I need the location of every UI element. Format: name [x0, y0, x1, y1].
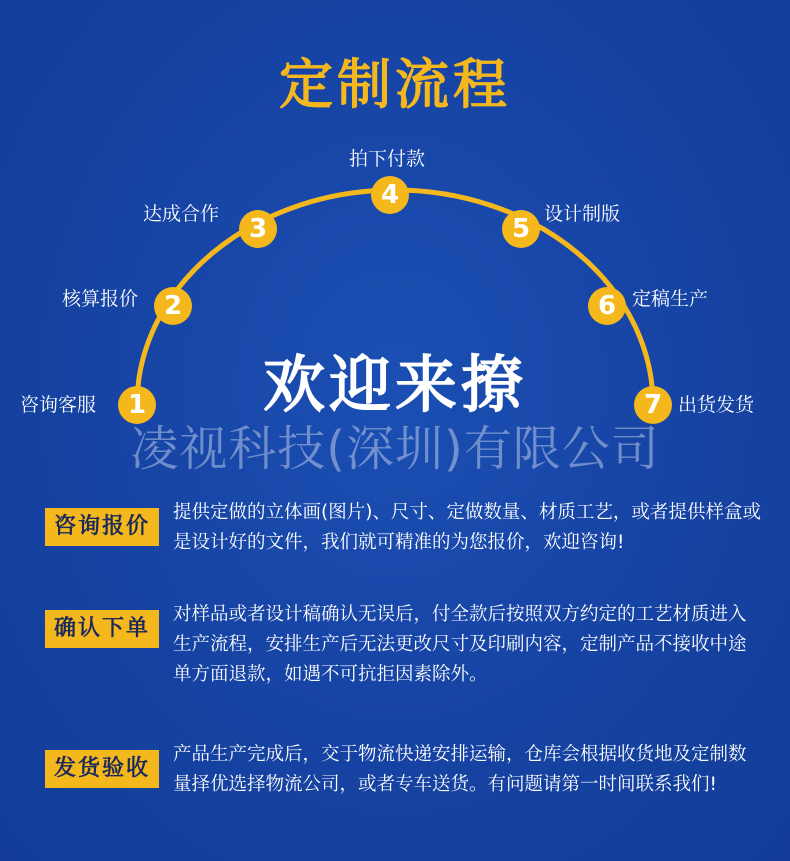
step-2-circle: 2 — [154, 287, 192, 325]
step-5-circle: 5 — [502, 210, 540, 248]
step-6-circle: 6 — [588, 287, 626, 325]
step-3-label: 达成合作 — [143, 203, 220, 225]
step-5-label: 设计制版 — [544, 203, 621, 225]
info-badge-order: 确认下单 — [45, 610, 159, 648]
step-4-label: 拍下付款 — [349, 148, 426, 170]
step-1-circle: 1 — [118, 386, 156, 424]
step-6-label: 定稿生产 — [632, 288, 709, 310]
step-4-circle: 4 — [371, 176, 409, 214]
step-1-label: 咨询客服 — [20, 394, 97, 416]
company-watermark: 凌视科技(深圳)有限公司 — [130, 421, 660, 477]
info-text-shipping: 产品生产完成后，交于物流快递安排运输，仓库会根据收货地及定制数量择优选择物流公司，或者专车送货。有问题请第一时间联系我们! — [173, 744, 747, 795]
welcome-text: 欢迎来撩 — [262, 348, 527, 421]
step-7-circle: 7 — [634, 386, 672, 424]
step-3-circle: 3 — [239, 210, 277, 248]
step-2-label: 核算报价 — [62, 288, 139, 310]
info-badge-shipping: 发货验收 — [45, 750, 159, 788]
step-7-label: 出货发货 — [678, 394, 755, 416]
info-text-quote: 提供定做的立体画(图片)、尺寸、定做数量、材质工艺，或者提供样盒或是设计好的文件，我们就可精准的为您报价，欢迎咨询! — [173, 502, 761, 553]
info-text-order: 对样品或者设计稿确认无误后，付全款后按照双方约定的工艺材质进入生产流程，安排生产后无法更改尺寸及印刷内容，定制产品不接收中途单方面退款，如遇不可抗拒因素除外。 — [173, 604, 747, 685]
info-badge-quote: 咨询报价 — [45, 508, 159, 546]
page-title: 定制流程 — [279, 53, 511, 116]
